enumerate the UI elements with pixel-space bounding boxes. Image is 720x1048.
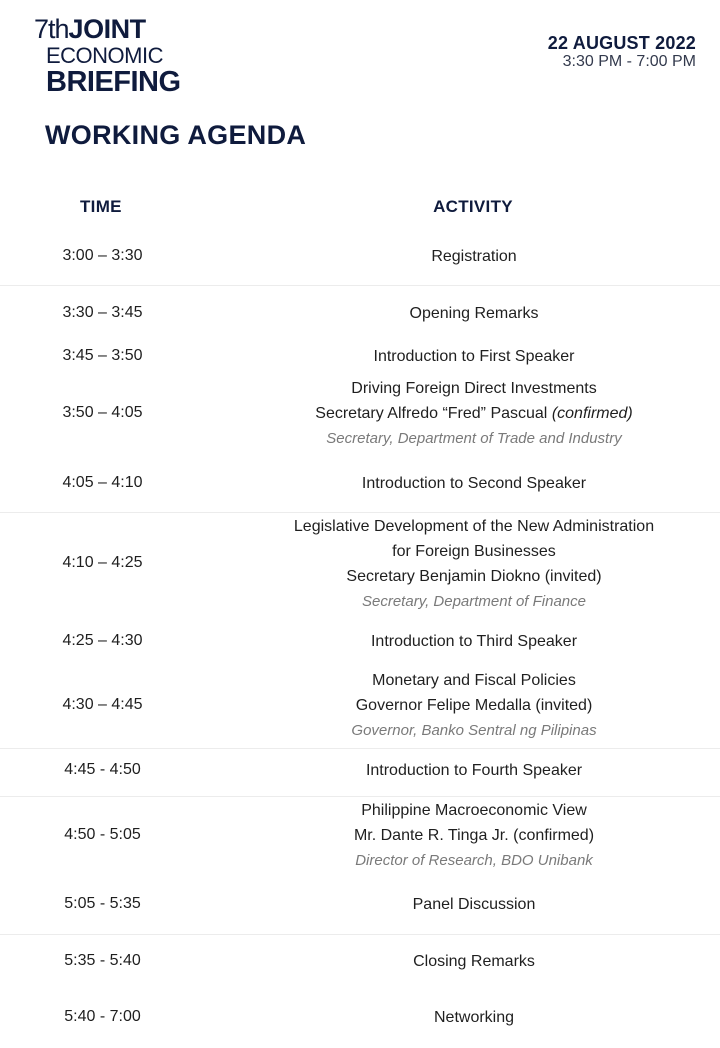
agenda-row [0, 344, 720, 372]
activity-speaker: Mr. Dante R. Tinga Jr. (confirmed) [353, 827, 595, 844]
agenda-time: 5:35 - 5:40 [64, 952, 141, 969]
event-logo [34, 14, 204, 98]
logo-ordinal: 7th [34, 14, 69, 44]
agenda-activity [228, 1005, 720, 1030]
agenda-time: 4:45 - 4:50 [64, 761, 141, 778]
agenda-time: 3:50 – 4:05 [62, 404, 143, 421]
column-header-activity: ACTIVITY [433, 197, 513, 216]
activity-title: Monetary and Fiscal Policies [372, 672, 576, 689]
agenda-row [0, 376, 720, 454]
agenda-row [0, 892, 720, 920]
agenda-activity [228, 376, 720, 451]
activity-title: Closing Remarks [413, 953, 535, 970]
agenda-time: 4:05 – 4:10 [62, 474, 143, 491]
speaker-name: Secretary Alfredo “Fred” Pascual [315, 405, 548, 422]
activity-title-cont: for Foreign Businesses [392, 543, 556, 560]
activity-title: Opening Remarks [409, 305, 539, 322]
agenda-time: 3:30 – 3:45 [62, 304, 143, 321]
agenda-time: 5:05 - 5:35 [64, 895, 141, 912]
row-divider [0, 285, 720, 286]
agenda-row [0, 629, 720, 657]
activity-title: Registration [431, 248, 517, 265]
speaker-position: Secretary, Department of Trade and Industry [326, 430, 622, 447]
activity-title: Introduction to Third Speaker [370, 633, 578, 650]
agenda-activity [228, 471, 720, 496]
agenda-time: 3:45 – 3:50 [62, 347, 143, 364]
agenda-row [0, 514, 720, 616]
agenda-activity [228, 244, 720, 269]
row-divider [0, 796, 720, 797]
speaker-status: (confirmed) [551, 405, 633, 422]
event-date-block [548, 33, 696, 71]
agenda-activity [228, 758, 720, 783]
agenda-row [0, 798, 720, 876]
row-divider [0, 748, 720, 749]
agenda-time: 4:10 – 4:25 [62, 554, 143, 571]
agenda-time: 4:50 - 5:05 [64, 826, 141, 843]
column-header-time: TIME [80, 197, 122, 216]
logo-briefing: BRIEFING [46, 66, 181, 98]
speaker-position: Secretary, Department of Finance [362, 593, 586, 610]
page-title: WORKING AGENDA [45, 120, 307, 150]
agenda-row [0, 949, 720, 977]
logo-joint: JOINT [68, 14, 146, 44]
agenda-activity [228, 949, 720, 974]
event-time: 3:30 PM - 7:00 PM [562, 53, 696, 70]
activity-title: Panel Discussion [412, 896, 536, 913]
agenda-time: 4:25 – 4:30 [62, 632, 143, 649]
agenda-activity [228, 798, 720, 873]
agenda-activity [228, 514, 720, 614]
row-divider [0, 512, 720, 513]
agenda-activity [228, 668, 720, 743]
activity-speaker: Secretary Benjamin Diokno (invited) [346, 568, 602, 585]
agenda-activity [228, 344, 720, 369]
agenda-time: 4:30 – 4:45 [62, 696, 143, 713]
activity-title: Driving Foreign Direct Investments [351, 380, 597, 397]
speaker-position: Governor, Banko Sentral ng Pilipinas [351, 722, 597, 739]
activity-title: Introduction to Fourth Speaker [365, 762, 583, 779]
agenda-time: 5:40 - 7:00 [64, 1008, 141, 1025]
event-date: 22 AUGUST 2022 [547, 33, 696, 53]
agenda-row [0, 668, 720, 746]
agenda-row [0, 244, 720, 272]
agenda-row [0, 301, 720, 329]
agenda-activity [228, 301, 720, 326]
activity-title: Legislative Development of the New Administration [293, 518, 655, 535]
agenda-activity [228, 892, 720, 917]
activity-title: Philippine Macroeconomic View [361, 802, 587, 819]
activity-title: Introduction to First Speaker [373, 348, 575, 365]
activity-title: Introduction to Second Speaker [361, 475, 587, 492]
agenda-row [0, 471, 720, 499]
speaker-position: Director of Research, BDO Unibank [355, 852, 593, 869]
agenda-activity [228, 629, 720, 654]
activity-speaker [228, 401, 720, 426]
agenda-row [0, 758, 720, 786]
logo-economic: ECONOMIC [46, 43, 163, 68]
activity-speaker: Governor Felipe Medalla (invited) [355, 697, 593, 714]
activity-title: Networking [433, 1009, 515, 1026]
row-divider [0, 934, 720, 935]
agenda-row [0, 1005, 720, 1033]
agenda-time: 3:00 – 3:30 [62, 247, 143, 264]
